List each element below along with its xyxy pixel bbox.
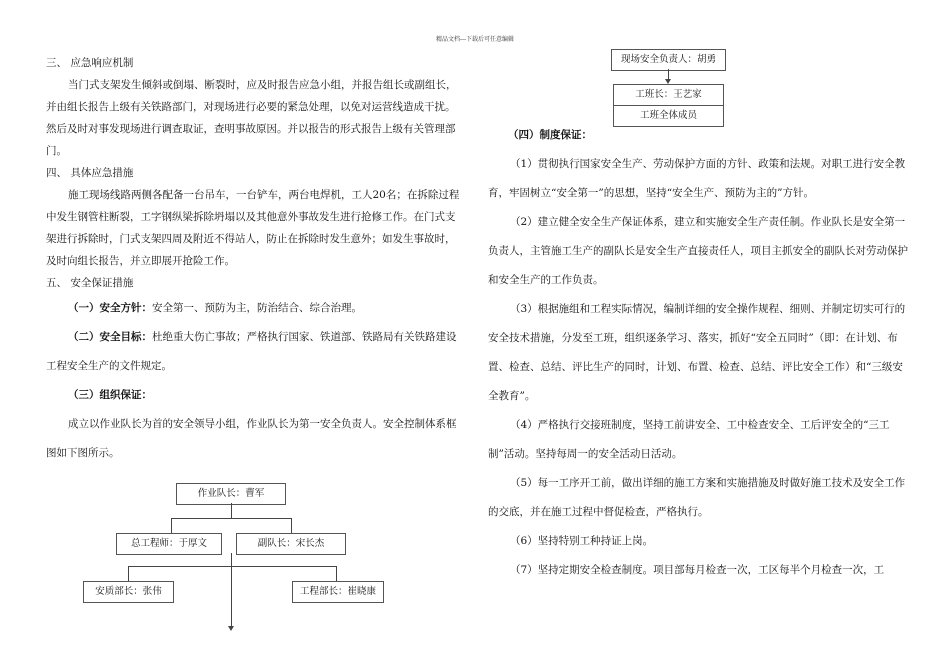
list-item: （1）贯彻执行国家安全生产、劳动保护方面的方针、政策和法规。对职工进行安全教育，牢固树立“安全第一”的思想，坚持“安全生产、预防为主的”方针。 — [488, 158, 906, 199]
chart-connector — [128, 566, 129, 581]
chart-connector — [291, 518, 292, 533]
list-item: （4）严格执行交接班制度，坚持工前讲安全、工中检查安全、工后评安全的“三工制”活动。坚持每周一的安全活动日活动。 — [488, 419, 890, 460]
safety-policy-label: （一）安全方针： — [68, 302, 152, 314]
chart-box-team-leader: 工班长：王艺家 — [613, 84, 724, 106]
list-item: （7）坚持定期安全检查制度。项目部每月检查一次，工区每半个月检查一次，工 — [510, 564, 885, 576]
chart-connector — [128, 566, 336, 567]
arrow-down-icon — [228, 626, 234, 631]
org-guarantee-label: （三）组织保证： — [68, 389, 152, 401]
section-3-body: 当门式支架发生倾斜或倒塌、断裂时，应及时报告应急小组，并报告组长或副组长，并由组长报告上级有关铁路部门，对现场进行必要的紧急处理，以免对运营线造成干扰。然后及时对事发现场进行调查取证，查明事故原因。并以报告的形式报告上级有关管理部门。 — [46, 79, 457, 157]
chart-box-deputy: 副队长：宋长杰 — [236, 533, 346, 555]
safety-policy — [46, 294, 464, 323]
chart-box-safety-head: 安质部长：张伟 — [83, 581, 174, 603]
chart-box-all-members: 工班全体成员 — [613, 105, 724, 127]
safety-target-text: 杜绝重大伤亡事故；严格执行国家、铁道部、铁路局有关铁路建设工程安全生产的文件规定。 — [46, 331, 457, 372]
section-3-title: 三、 应急响应机制 — [46, 57, 134, 69]
section-4-title: 四、 具体应急措施 — [46, 167, 134, 179]
right-column — [488, 126, 908, 585]
safety-policy-text: 安全第一、预防为主，防治结合、综合治理。 — [152, 302, 362, 314]
chart-box-site-safety: 现场安全负责人：胡勇 — [611, 49, 726, 71]
system-guarantee-label: （四）制度保证： — [508, 129, 592, 141]
page-header: 精品文档---下载后可任意编辑 — [435, 36, 515, 43]
org-guarantee-text: 成立以作业队长为首的安全领导小组，作业队长为第一安全负责人。安全控制体系框图如下图所示。 — [46, 418, 457, 459]
section-4-body: 施工现场线路两侧各配备一台吊车，一台铲车，两台电焊机，工人20名；在拆除过程中发生钢管柱断裂，工字钢纵梁拆除坍塌以及其他意外事故发生进行抢修工作。在门式支架进行拆除时，门式支架四周及附近不得站人，防止在拆除时发生意外；如发生事故时，及时向组长报告，并立即展开抢险工作。 — [46, 189, 460, 267]
section-5-title: 五、 安全保证措施 — [46, 277, 134, 289]
left-column — [46, 52, 464, 468]
list-item: （5）每一工序开工前，做出详细的施工方案和实施措施及时做好施工技术及安全工作的交底，并在施工过程中督促检查，严格执行。 — [488, 477, 906, 518]
chart-box-chief-engineer: 总工程师：于厚文 — [116, 533, 222, 555]
chart-connector — [171, 518, 292, 519]
chart-connector — [231, 503, 232, 518]
chart-connector — [171, 518, 172, 533]
safety-target-label: （二）安全目标： — [68, 331, 152, 343]
list-item: （6）坚持特别工种持证上岗。 — [510, 535, 654, 547]
list-item: （3）根据施组和工程实际情况，编制详细的安全操作规程、细则、并制定切实可行的安全技术措施，分发至工班，组织逐条学习、落实，抓好“安全五同时”（即：在计划、布置、检查、总结、评比生产的同时，计划、布置、检查、总结、评比安全工作）和“三级安全教育”。 — [488, 303, 906, 402]
chart-connector — [231, 553, 232, 628]
list-item: （2）建立健全安全生产保证体系，建立和实施安全生产责任制。作业队长是安全第一负责人，主管施工生产的副队长是安全生产直接责任人，项目主抓安全的副队长对劳动保护和安全生产的工作负责。 — [488, 216, 908, 286]
safety-target — [46, 323, 464, 381]
chart-box-leader: 作业队长：曹军 — [176, 483, 286, 505]
chart-box-eng-head: 工程部长：崔晓康 — [292, 581, 384, 603]
chart-connector — [336, 566, 337, 581]
